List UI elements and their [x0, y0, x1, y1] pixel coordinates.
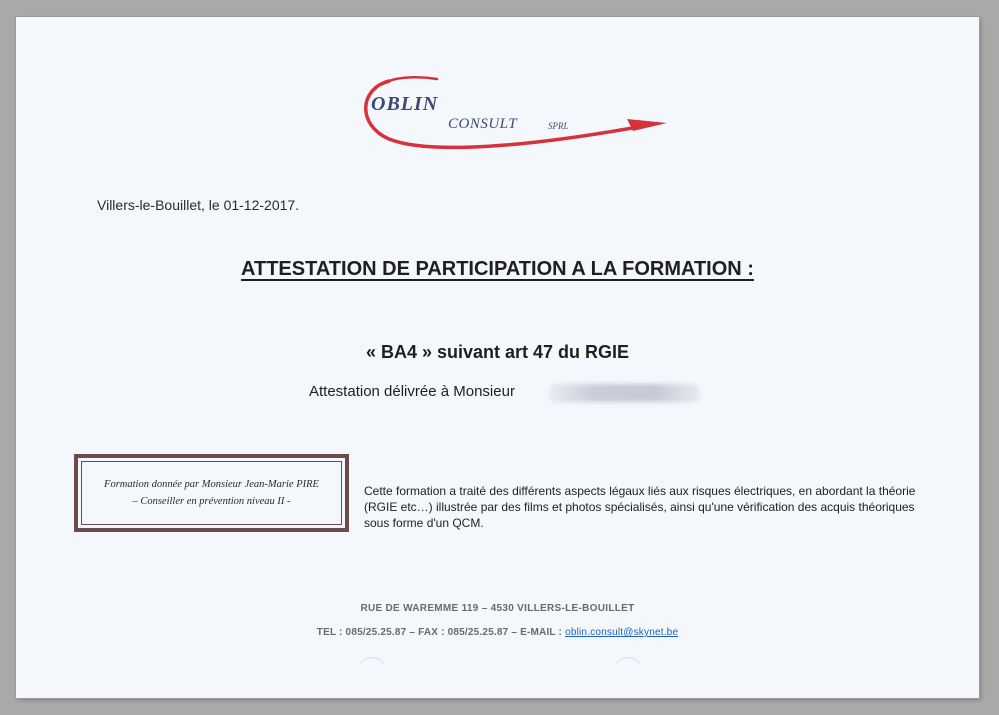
trainer-box-inner	[81, 461, 342, 525]
document-subtitle: « BA4 » suivant art 47 du RGIE	[365, 342, 630, 362]
trainer-box	[74, 454, 349, 532]
document-title-text: ATTESTATION DE PARTICIPATION A LA FORMATION :	[241, 258, 754, 280]
logo-legal-form: SPRL	[548, 121, 569, 131]
place-date: Villers-le-Bouillet, le 01-12-2017.	[97, 197, 300, 213]
trainer-line-2: – Conseiller en prévention niveau II -	[132, 496, 291, 507]
trainer-line-1: Formation donnée par Monsieur Jean-Marie PIRE	[104, 479, 319, 490]
footer-contact-text: TEL : 085/25.25.87 – FAX : 085/25.25.87 – E-MAIL :	[316, 627, 566, 638]
redacted-recipient-name	[549, 384, 699, 402]
logo-name: OBLIN	[371, 93, 439, 115]
punch-hole-mark-icon	[614, 653, 642, 667]
footer-email-link[interactable]: oblin.consult@skynet.be	[565, 627, 679, 638]
punch-hole-mark-icon	[358, 653, 386, 667]
footer-contact	[16, 627, 979, 638]
logo-subname: CONSULT	[448, 116, 518, 132]
footer-address: RUE DE WAREMME 119 – 4530 VILLERS-LE-BOUILLET	[360, 603, 635, 614]
delivered-to-label: Attestation délivrée à Monsieur	[309, 383, 515, 400]
document-title	[16, 258, 979, 281]
training-description: Cette formation a traité des différents aspects légaux liés aux risques électriques, en abordant la théorie (RGIE etc…) illustrée par des films et photos spécialisés, ainsi qu'une vérification des acquis théoriques sous forme d'un QCM.	[364, 484, 916, 530]
document-page	[16, 17, 979, 698]
